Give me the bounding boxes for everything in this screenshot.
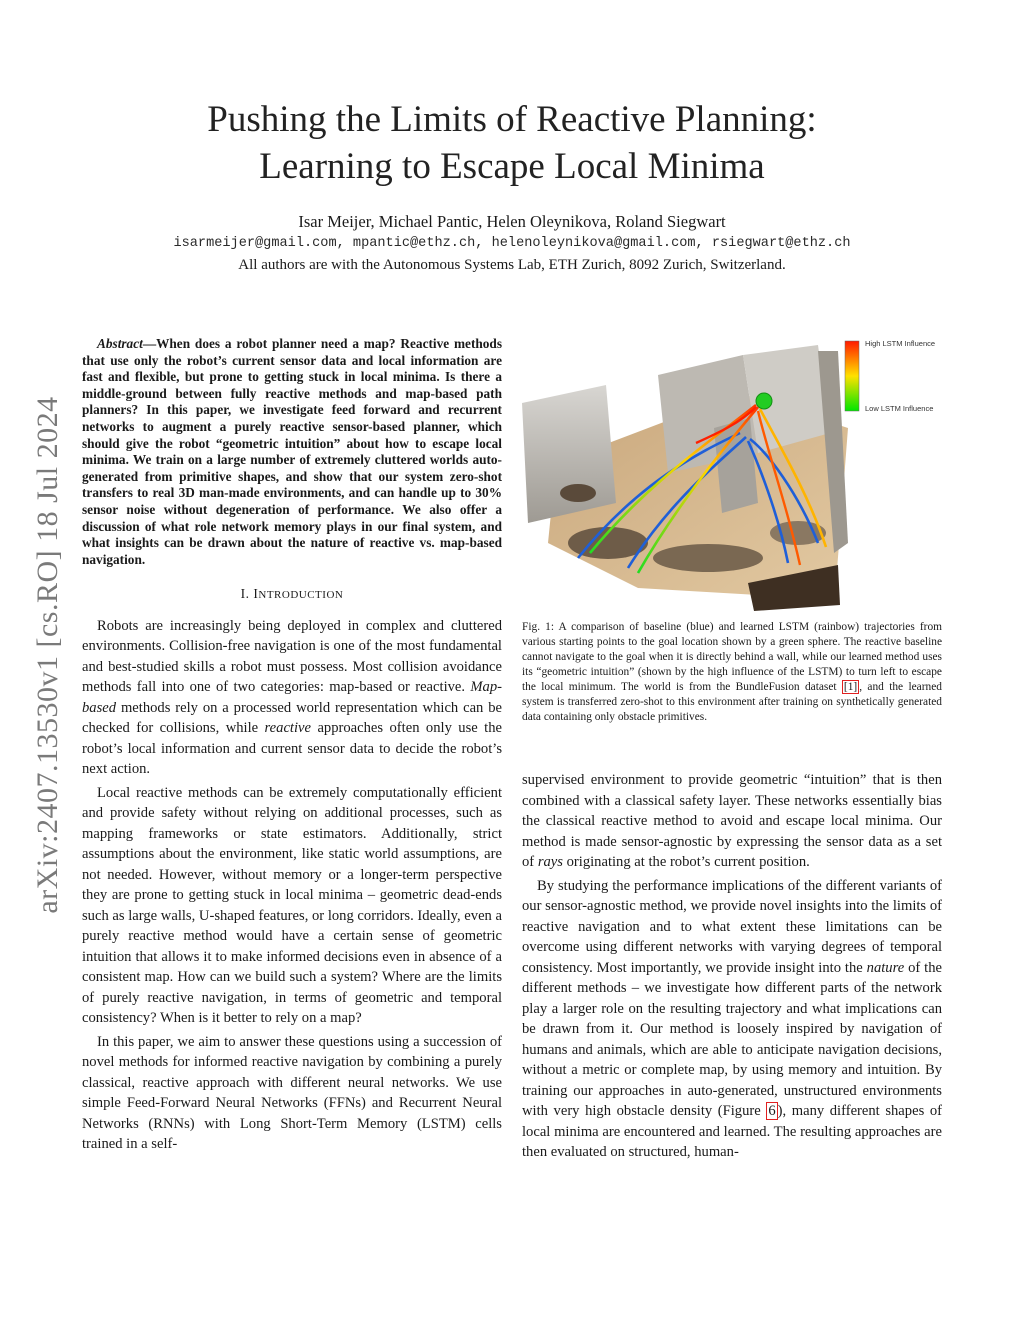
right-p1-text-b: originating at the robot’s current position. <box>562 854 810 870</box>
author-list: Isar Meijer, Michael Pantic, Helen Oleynikova, Roland Siegwart <box>298 212 726 231</box>
arxiv-identifier <box>26 365 70 945</box>
author-emails: isarmeijer@gmail.com, mpantic@ethz.ch, helenoleynikova@gmail.com, rsiegwart@ethz.ch <box>173 236 851 251</box>
right-p2-text-b: of the different methods – we investigate how different parts of the network play a larger role on the resulting trajectory and what implications can be drawn from it. Our method is loosely inspired by navigation of humans and animals, which are able to anticipate navigation decisions, without a metric or complete map, by using memory and intuition. By training our approaches in auto-generated, unstructured environments with very high obstacle density (Figure <box>522 959 942 1119</box>
right-p2-text-c: ), many different shapes of local minima are encountered and learned. The resulting approaches are then evaluated on structured, human- <box>522 1103 942 1160</box>
scene-wall-left <box>522 385 616 523</box>
figure-6-link[interactable]: 6 <box>768 1103 776 1119</box>
arxiv-identifier-text: arXiv:2407.13530v1 [cs.RO] 18 Jul 2024 <box>31 396 64 914</box>
right-p1-text-a: supervised environment to provide geometric “intuition” that is then combined with a classical safety layer. These networks essentially bias the classical reactive method to avoid and escape local minima. Our method is made sensor-agnostic by expressing the sensor data as a set of <box>522 772 942 870</box>
right-paragraph-1 <box>522 770 942 873</box>
left-column <box>82 336 502 1155</box>
intro-paragraph-3: In this paper, we aim to answer these questions using a succession of novel methods for informed reactive navigation by combining a purely classical, reactive approach with different neural networks. We use simple Feed-Forward Neural Networks (FFNs) and Recurrent Neural Networks (RNNs) with Long Short-Term Memory (LSTM) cells trained in a self- <box>82 1033 502 1153</box>
intro-paragraph-1 <box>82 616 502 780</box>
abstract-lead: Abstract <box>97 336 143 351</box>
title-line-1: Pushing the Limits of Reactive Planning: <box>207 99 817 140</box>
figure-1-caption <box>522 620 942 725</box>
right-p2-text-a: By studying the performance implications of the different variants of our sensor-agnostic method, we provide novel insights into the limits of reactive navigation and to what extent these limitations can be overcome using different networks with varying degrees of temporal consistency. Most importantly, we provide insight into the <box>522 877 942 976</box>
section-heading-rest: NTRODUCTION <box>258 589 344 602</box>
abstract <box>82 336 502 568</box>
caption-text-a: Fig. 1: A comparison of baseline (blue) and learned LSTM (rainbow) trajectories from various starting points to the goal location shown by a green sphere. The reactive baseline cannot navigate to the goal when it is directly behind a wall, while our learned method uses its “geometric intuition” (shown by the high influence of the LSTM) to turn left to escape the local minimum. The world is from the BundleFusion dataset <box>522 621 942 693</box>
intro-paragraph-2: Local reactive methods can be extremely computationally efficient and provide safety without relying on additional processes, such as mapping frameworks or state estimators. Additionally, strict assumptions about the environment, like static world assumptions, are not needed. However, without memory or a longer-term perspective they are prone to getting stuck in local minima – geometric dead-ends such as large walls, U-shaped features, or long corridors. Ideally, even a purely reactive method would have a certain sense of geometric intuition that allows it to make informed decisions even in absence of a consistent map. How can we build such a system? Where are the limits of purely reactive navigation, in terms of geometric and temporal consistency? When is it better to rely on a map? <box>82 784 502 1027</box>
intro-p1-emphasis-reactive: reactive <box>264 720 312 737</box>
intro-p1-emphasis-map-based: Map-based <box>82 679 502 716</box>
caption-text-b: , and the learned system is transferred zero-shot to this environment after training on synthetically generated data containing only obstacle primitives. <box>522 681 942 723</box>
right-paragraph-2 <box>522 876 942 1163</box>
section-heading-cap: I <box>253 586 259 602</box>
section-numeral: I. <box>240 586 254 602</box>
section-heading-introduction <box>82 584 502 606</box>
intro-p1-text-c: approaches often only use the robot’s local information and current sensor data to decide the robot’s next action. <box>82 720 502 778</box>
goal-sphere <box>756 393 772 409</box>
intro-p1-text-b: methods rely on a processed world representation which can be checked for collisions, while <box>82 699 502 737</box>
title-line-2: Learning to Escape Local Minima <box>259 146 765 187</box>
affiliation: All authors are with the Autonomous Systems Lab, ETH Zurich, 8092 Zurich, Switzerland. <box>238 257 786 273</box>
legend-label-low: Low LSTM Influence <box>865 404 934 413</box>
right-column <box>522 770 942 1163</box>
abstract-dash: — <box>142 336 157 351</box>
lstm-influence-colorbar <box>845 341 859 411</box>
paper-title <box>0 96 1024 190</box>
scene-clutter-4 <box>560 484 596 502</box>
right-p2-emphasis-nature: nature <box>866 959 905 976</box>
legend-label-high: High LSTM Influence <box>865 339 936 348</box>
scene-clutter-2 <box>653 544 763 572</box>
right-p1-emphasis-rays: rays <box>537 854 563 870</box>
figure-1-image <box>518 333 946 613</box>
intro-p1-text-a: Robots are increasingly being deployed in complex and cluttered environments. Collision-free navigation is one of the most fundamental and best-studied skills a robot must possess. Most collision avoidance methods fall into one of two categories: map-based or reactive. <box>82 617 502 696</box>
citation-link-1[interactable]: [1] <box>843 681 858 693</box>
abstract-text: When does a robot planner need a map? Reactive methods that use only the robot’s current sensor data and local information are fast and flexible, but prone to getting stuck in local minima. Is there a middle-ground between fully reactive methods and map-based path planners? In this paper, we investigate feed forward and recurrent networks to augment a purely reactive sensor-based planner, which should give the robot “geometric intuition” about how to escape local minima. We train on a large number of extremely cluttered worlds auto-generated from primitive shapes, and show that our system zero-shot transfers to real 3D man-made environments, and can handle up to 30% sensor noise without degeneration of performance. We also offer a discussion of what role network memory plays in our final system, and what insights can be drawn about the nature of reactive vs. map-based navigation. <box>82 336 502 567</box>
